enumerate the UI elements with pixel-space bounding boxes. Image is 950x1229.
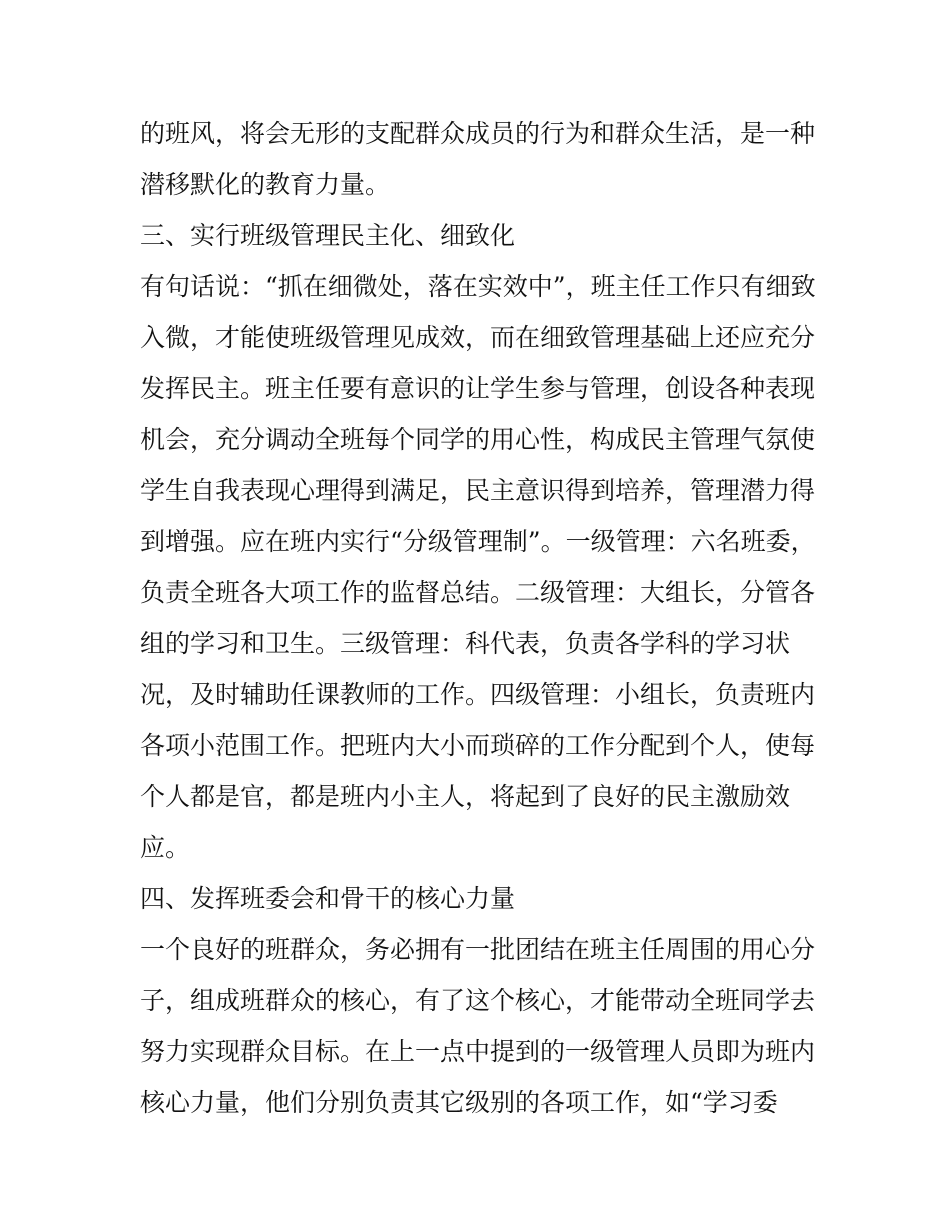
text-line-17: 一个良好的班群众，务必拥有一批团结在班主任周围的用心分: [140, 935, 816, 964]
text-line-12: 况，及时辅助任课教师的工作。四级管理：小组长，负责班内: [140, 680, 816, 709]
text-line-4: 有句话说：“抓在细微处，落在实效中”，班主任工作只有细致: [140, 272, 816, 301]
text-line-15: 应。: [140, 833, 191, 862]
body-text: [140, 108, 820, 1128]
text-line-19: 努力实现群众目标。在上一点中提到的一级管理人员即为班内: [140, 1037, 816, 1066]
text-line-11: 组的学习和卫生。三级管理：科代表，负责各学科的学习状: [140, 629, 791, 658]
text-line-7: 机会，充分调动全班每个同学的用心性，构成民主管理气氛使: [140, 425, 816, 454]
text-line-14: 个人都是官，都是班内小主人，将起到了良好的民主激励效: [140, 782, 791, 811]
text-line-2: 潜移默化的教育力量。: [140, 170, 391, 199]
text-line-1: 的班风，将会无形的支配群众成员的行为和群众生活，是一种: [140, 119, 816, 148]
section-heading-3: 三、实行班级管理民主化、细致化: [140, 221, 516, 250]
text-line-13: 各项小范围工作。把班内大小而琐碎的工作分配到个人，使每: [140, 731, 816, 760]
text-line-9: 到增强。应在班内实行“分级管理制”。一级管理：六名班委，: [140, 527, 816, 556]
text-line-20: 核心力量，他们分别负责其它级别的各项工作，如“学习委: [140, 1088, 778, 1117]
text-line-10: 负责全班各大项工作的监督总结。二级管理：大组长，分管各: [140, 578, 816, 607]
text-line-5: 入微，才能使班级管理见成效，而在细致管理基础上还应充分: [140, 323, 816, 352]
text-line-6: 发挥民主。班主任要有意识的让学生参与管理，创设各种表现: [140, 374, 816, 403]
section-heading-4: 四、发挥班委会和骨干的核心力量: [140, 884, 516, 913]
text-line-18: 子，组成班群众的核心，有了这个核心，才能带动全班同学去: [140, 986, 816, 1015]
text-line-8: 学生自我表现心理得到满足，民主意识得到培养，管理潜力得: [140, 476, 816, 505]
